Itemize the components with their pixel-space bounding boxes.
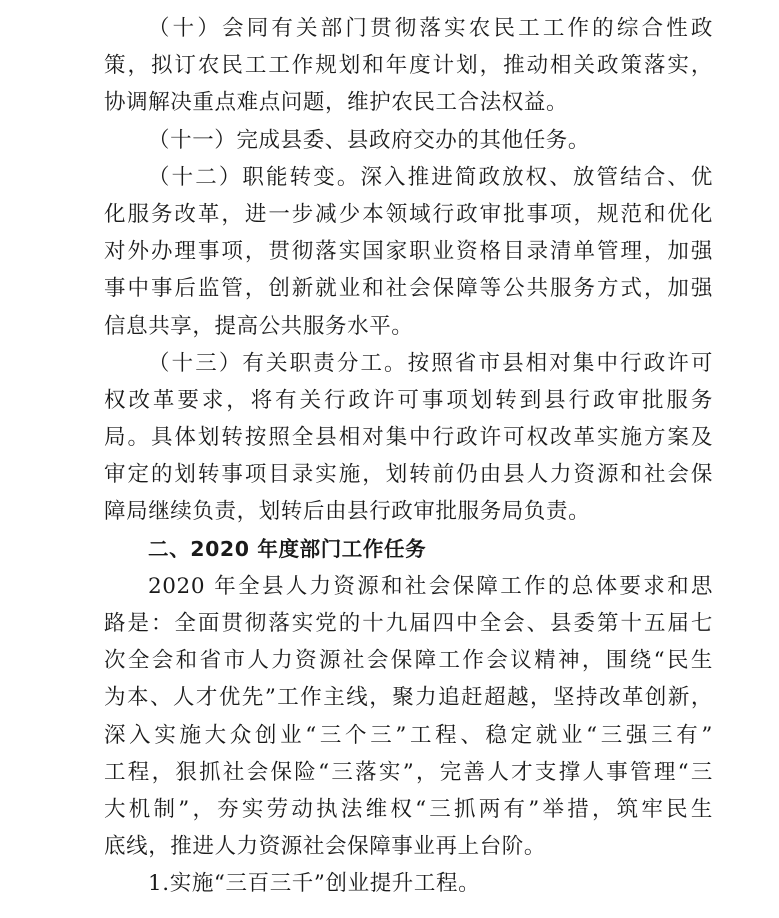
paragraph-13-line-5: 障局继续负责，划转后由县行政审批服务局负责。 <box>104 499 591 525</box>
paragraph-10-line-1: （十）会同有关部门贯彻落实农民工工作的综合性政 <box>148 16 713 41</box>
requirements-line-6: 工程，狠抓社会保险“三落实”，完善人才支撑人事管理“三 <box>104 759 713 785</box>
paragraph-12-line-5: 信息共享，提高公共服务水平。 <box>104 313 414 339</box>
paragraph-12-line-3: 对外办理事项，贯彻落实国家职业资格目录清单管理，加强 <box>104 239 713 265</box>
requirements-line-4: 为本、人才优先”工作主线，聚力追赶超越，坚持改革创新， <box>104 685 713 711</box>
paragraph-12-line-4: 事中事后监管，创新就业和社会保障等公共服务方式，加强 <box>104 276 713 302</box>
section-heading: 二、2020 年度部门工作任务 <box>148 536 427 561</box>
requirements-line-3: 次全会和省市人力资源社会保障工作会议精神，围绕“民生 <box>104 648 713 674</box>
requirements-line-1: 2020 年全县人力资源和社会保障工作的总体要求和思 <box>148 573 713 599</box>
paragraph-13-line-2: 权改革要求，将有关行政许可事项划转到县行政审批服务 <box>104 387 713 413</box>
requirements-line-7: 大机制”，夯实劳动执法维权“三抓两有”举措，筑牢民生 <box>104 796 713 822</box>
paragraph-13-line-3: 局。具体划转按照全县相对集中行政许可权改革实施方案及 <box>104 425 713 451</box>
requirements-line-8: 底线，推进人力资源社会保障事业再上台阶。 <box>104 834 547 860</box>
paragraph-12-line-1: （十二）职能转变。深入推进简政放权、放管结合、优 <box>148 164 713 190</box>
requirements-line-5: 深入实施大众创业“三个三”工程、稳定就业“三强三有” <box>104 722 713 748</box>
paragraph-12-line-2: 化服务改革，进一步减少本领域行政审批事项，规范和优化 <box>104 201 713 227</box>
paragraph-10-line-2: 策，拟订农民工工作规划和年度计划，推动相关政策落实， <box>104 53 713 79</box>
paragraph-11-line-1: （十一）完成县委、县政府交办的其他任务。 <box>148 127 591 153</box>
requirements-line-2: 路是：全面贯彻落实党的十九届四中全会、县委第十五届七 <box>104 611 713 636</box>
paragraph-13-line-4: 审定的划转事项目录实施，划转前仍由县人力资源和社会保 <box>104 462 713 488</box>
paragraph-10-line-3: 协调解决重点难点问题，维护农民工合法权益。 <box>104 90 569 116</box>
task-item-1: 1.实施“三百三千”创业提升工程。 <box>148 871 481 897</box>
paragraph-13-line-1: （十三）有关职责分工。按照省市县相对集中行政许可 <box>148 350 713 376</box>
